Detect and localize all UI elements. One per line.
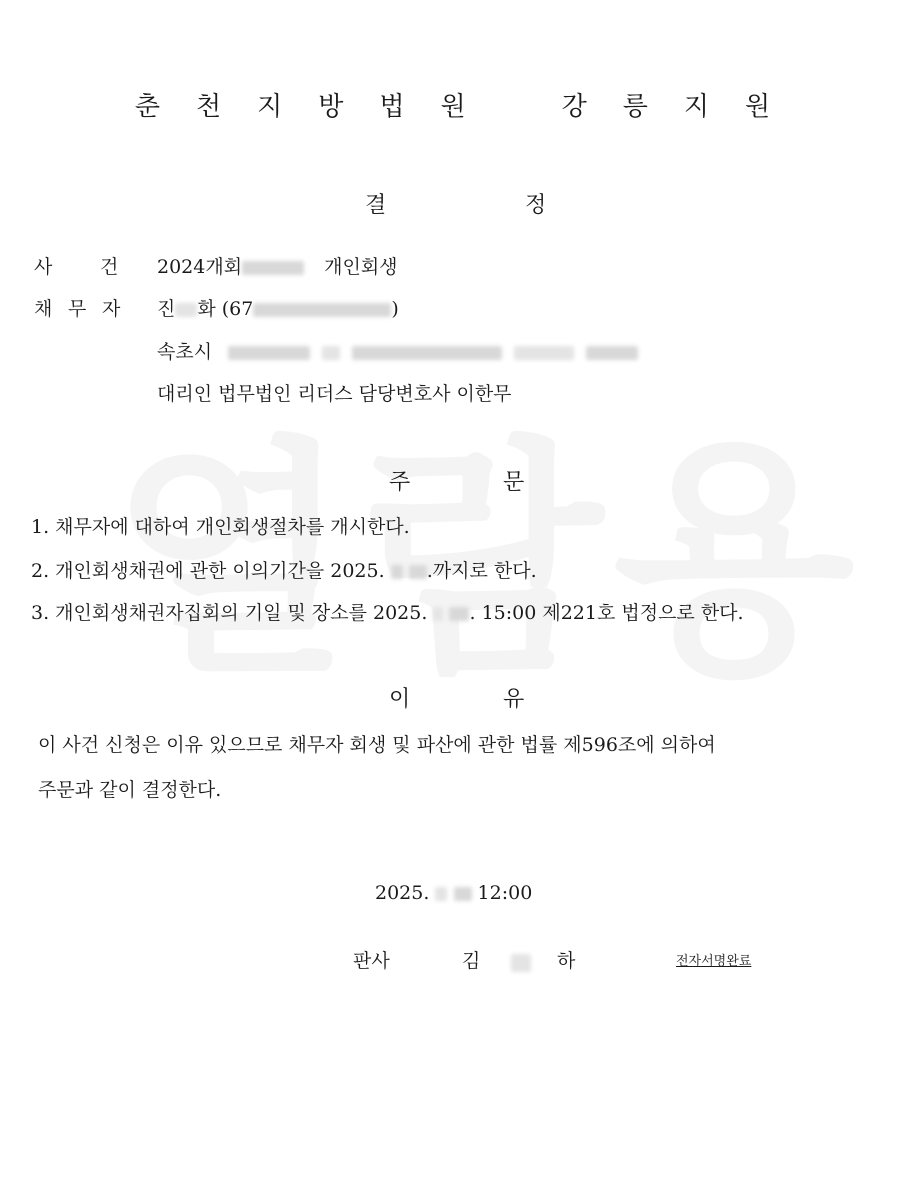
date-time: 12:00 [477, 882, 533, 904]
court-name [0, 86, 905, 123]
redacted-block [253, 303, 391, 317]
reason-line-2: 주문과 같이 결정한다. [38, 779, 222, 801]
decision-date [375, 882, 532, 904]
court-char: 지 [257, 92, 283, 122]
judge-name-first: 김 [462, 950, 481, 972]
order-item-2-suffix: .까지로 한다. [426, 560, 537, 582]
case-label-char: 건 [100, 256, 119, 278]
debtor-label-char: 무 [68, 298, 87, 320]
watermark [110, 360, 865, 720]
judge-name-last: 하 [557, 950, 576, 972]
case-number-prefix: 2024개회 [157, 256, 243, 278]
redacted-block [449, 607, 469, 621]
redacted-block [514, 346, 574, 360]
case-label-char: 사 [34, 256, 53, 278]
order-item-1: 1. 채무자에 대하여 개인회생절차를 개시한다. [31, 516, 410, 538]
order-heading-char: 문 [503, 470, 525, 495]
debtor-name-last: 화 [197, 298, 216, 320]
date-prefix: 2025. [375, 882, 430, 904]
order-heading-char: 주 [389, 470, 411, 495]
redacted-block [228, 346, 310, 360]
redacted-block [586, 346, 638, 360]
court-char: 원 [745, 92, 771, 122]
case-number [157, 252, 398, 279]
redacted-block [391, 565, 403, 579]
order-item-3-prefix: 3. 개인회생채권자집회의 기일 및 장소를 2025. [31, 602, 428, 624]
reason-line-1: 이 사건 신청은 이유 있으므로 채무자 회생 및 파산에 관한 법률 제596조에 의하여 [38, 734, 716, 756]
court-char: 천 [196, 92, 222, 122]
redacted-block [322, 346, 340, 360]
order-item-2-prefix: 2. 개인회생채권에 관한 이의기간을 2025. [31, 560, 385, 582]
esign-label: 전자서명완료 [676, 954, 752, 969]
redacted-block [433, 607, 443, 621]
case-type: 개인회생 [324, 256, 398, 278]
debtor-agent: 대리인 법무법인 리더스 담당변호사 이한무 [157, 383, 512, 405]
doc-title-char: 정 [525, 193, 547, 218]
court-char: 방 [318, 92, 344, 122]
debtor-address [157, 337, 638, 364]
court-char: 법 [379, 92, 405, 122]
court-char: 릉 [622, 92, 648, 122]
redacted-block [511, 952, 531, 972]
doc-title-char: 결 [365, 193, 387, 218]
address-city: 속초시 [157, 341, 213, 363]
court-char: 원 [440, 92, 466, 122]
debtor-id-suffix: ) [391, 298, 399, 320]
debtor-name-first: 진 [157, 298, 176, 320]
debtor-id-prefix: (67 [221, 298, 254, 320]
order-item-2 [31, 556, 537, 583]
court-char: 지 [683, 92, 709, 122]
court-char: 춘 [134, 92, 160, 122]
reason-heading-char: 이 [389, 687, 411, 712]
reason-heading-char: 유 [503, 687, 525, 712]
redacted-block [454, 887, 472, 901]
redacted-block [435, 887, 447, 901]
debtor-name [157, 294, 399, 321]
order-item-3 [31, 598, 744, 625]
redacted-block [175, 303, 197, 317]
redacted-block [409, 565, 427, 579]
judge-title: 판사 [353, 950, 390, 972]
debtor-label-char: 자 [102, 298, 121, 320]
redacted-block [352, 346, 502, 360]
court-char: 강 [561, 92, 587, 122]
debtor-label-char: 채 [34, 298, 53, 320]
redacted-block [242, 261, 304, 275]
order-item-3-suffix: . 15:00 제221호 법정으로 한다. [469, 602, 744, 624]
